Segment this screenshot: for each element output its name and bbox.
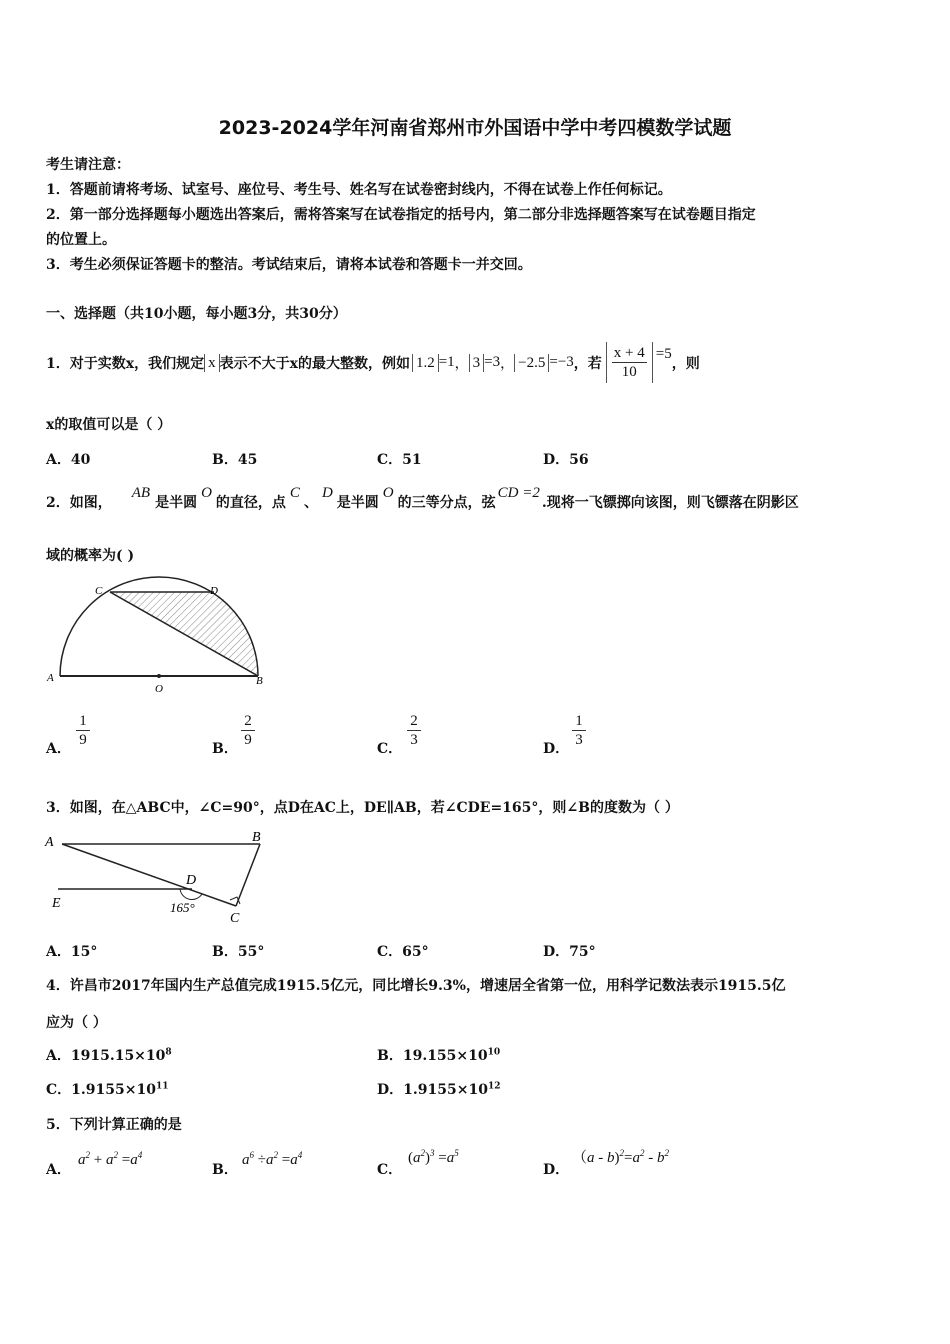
- q4-option-a-exponent: 8: [165, 1047, 172, 1058]
- notice-item-2-line-2: 的位置上。: [46, 232, 116, 248]
- q1-text-1: 1．对于实数x，我们规定: [46, 355, 205, 372]
- q5-option-d-label: D．: [543, 1162, 570, 1178]
- q2-fig-label-o: O: [155, 683, 163, 695]
- question-4-line-1: 4．许昌市2017年国内生产总值完成1915.5亿元，同比增长9.3%，增速居全省第一位，用科学记数法表示1915.5亿: [46, 978, 786, 994]
- q3-fig-label-c: C: [230, 911, 240, 926]
- q2-fig-label-b: B: [256, 675, 263, 687]
- q1-example-1-bracket: 1.2: [412, 354, 439, 372]
- q2-option-a-fraction: [76, 712, 90, 749]
- q1-text-4: ，则: [671, 355, 700, 372]
- q2-option-b-fraction: [241, 712, 255, 749]
- q2-option-c-numerator: 2: [410, 713, 418, 729]
- q2-text-3: 的直径，点: [215, 495, 286, 511]
- q4-option-d-base: D．1.9155×10: [377, 1082, 488, 1098]
- q2-text-5: 是半圆: [336, 495, 379, 511]
- q1-text-2: 表示不大于x的最大整数，例如: [219, 355, 410, 372]
- q2-text-2: 是半圆: [155, 495, 198, 511]
- q1-option-b: B．45: [212, 452, 258, 468]
- q3-fig-label-e: E: [52, 896, 61, 911]
- q5-option-b-expression: $a^6 \div a^2 =a^4$: [242, 1150, 303, 1168]
- q1-example-2-bracket: 3: [469, 354, 485, 372]
- q1-example-2-value: =3: [484, 354, 501, 370]
- notice-item-1: 1．答题前请将考场、试室号、座位号、考生号、姓名写在试卷密封线内，不得在试卷上作任何标记。: [46, 182, 672, 198]
- q3-fig-label-b: B: [252, 830, 261, 845]
- q2-option-c-label: C．: [377, 741, 403, 757]
- q2-text-7: .现将一飞镖掷向该图，则飞镖落在阴影区: [541, 495, 799, 511]
- q4-option-b-exponent: 10: [487, 1047, 501, 1058]
- q2-fig-label-a: A: [47, 672, 54, 684]
- q4-option-c-base: C．1.9155×10: [46, 1082, 156, 1098]
- q1-bracket-x: x: [204, 354, 220, 372]
- q2-text-6: 的三等分点，弦: [397, 495, 496, 511]
- q3-fig-label-d: D: [186, 873, 197, 888]
- q2-text-1: 2．如图，: [46, 495, 112, 511]
- q3-fig-angle-label: 165°: [170, 900, 195, 915]
- q2-option-d-numerator: 1: [575, 713, 583, 729]
- q2-ab: AB: [131, 485, 151, 501]
- q2-option-a-label: A．: [46, 741, 71, 757]
- q3-triangle-figure: [40, 822, 280, 926]
- q3-option-b: B．55°: [212, 944, 265, 960]
- q5-option-a-label: A．: [46, 1162, 71, 1178]
- notice-item-2-line-1: 2．第一部分选择题每小题选出答案后，需将答案写在试卷指定的括号内，第二部分非选择题答案写在试卷题目指定: [46, 207, 756, 223]
- q4-option-a: [46, 1045, 172, 1065]
- q3-side-bc: [236, 844, 260, 906]
- q2-chord-cd: CD =2: [497, 485, 540, 501]
- question-2-stem: [46, 480, 799, 512]
- q2-center-point: [157, 674, 161, 678]
- q2-fig-label-c: C: [95, 585, 103, 597]
- q4-option-b-base: B．19.155×10: [377, 1048, 488, 1064]
- q1-example-3-value: =−3: [549, 354, 574, 370]
- q4-option-a-base: A．1915.15×10: [46, 1048, 166, 1064]
- q1-option-c: C．51: [377, 452, 422, 468]
- q1-fraction-numerator: x + 4: [613, 345, 645, 361]
- q2-o-1: O: [201, 485, 212, 501]
- q2-fig-label-d: D: [210, 585, 218, 597]
- q3-side-ac: [62, 844, 236, 906]
- q1-floor-fraction: [606, 342, 653, 383]
- question-3-stem: 3．如图，在△ABC中，∠C=90°，点D在AC上，DE∥AB，若∠CDE=165°，则∠B的度数为（ ）: [46, 800, 679, 816]
- section-heading: 一、选择题（共10小题，每小题3分，共30分）: [46, 306, 347, 322]
- q2-point-c: C: [289, 485, 300, 501]
- q4-option-d-exponent: 12: [487, 1081, 501, 1092]
- q2-option-b-denominator: 9: [244, 732, 252, 748]
- q2-option-d-denominator: 3: [575, 732, 583, 748]
- q1-example-1-value: =1: [438, 354, 455, 370]
- q2-option-d-fraction: [572, 712, 586, 749]
- question-1-line-2: x的取值可以是（ ）: [46, 417, 172, 433]
- notice-heading: 考生请注意：: [46, 157, 130, 173]
- q2-option-b-label: B．: [212, 741, 238, 757]
- q4-option-d: [377, 1079, 500, 1099]
- q2-option-d-label: D．: [543, 741, 570, 757]
- q2-option-a-denominator: 9: [79, 732, 87, 748]
- q1-fraction-denominator: 10: [621, 364, 637, 380]
- q1-option-a: A．40: [46, 452, 91, 468]
- q5-option-d-expression: $(a - b)^2=a^2 - b^2$: [572, 1148, 669, 1166]
- q5-option-c-label: C．: [377, 1162, 403, 1178]
- q4-option-c-exponent: 11: [155, 1081, 169, 1092]
- q5-option-c-expression: $(a^2)^3 =a^5$: [408, 1148, 459, 1166]
- q2-point-d: D: [321, 485, 333, 501]
- q1-text-3: ，若: [573, 355, 602, 372]
- q2-semicircle-figure: [44, 574, 274, 698]
- question-4-line-2: 应为（ ）: [46, 1015, 107, 1031]
- q2-option-c-denominator: 3: [410, 732, 418, 748]
- q4-option-b: [377, 1045, 500, 1065]
- q2-o-2: O: [382, 485, 394, 501]
- q3-option-d: D．75°: [543, 944, 596, 960]
- q2-option-c-fraction: [407, 712, 421, 749]
- q3-fig-label-a: A: [45, 835, 54, 850]
- q2-text-4: 、: [303, 495, 318, 511]
- question-5-stem: 5．下列计算正确的是: [46, 1117, 182, 1133]
- q1-equals-5: =5: [655, 346, 672, 362]
- notice-item-3: 3．考生必须保证答题卡的整洁。考试结束后，请将本试卷和答题卡一并交回。: [46, 257, 532, 273]
- q4-option-c: [46, 1079, 168, 1099]
- q2-option-b-numerator: 2: [244, 713, 252, 729]
- q3-option-a: A．15°: [46, 944, 98, 960]
- q1-option-d: D．56: [543, 452, 589, 468]
- q5-option-b-label: B．: [212, 1162, 238, 1178]
- page-title: 2023-2024学年河南省郑州市外国语中学中考四模数学试题: [218, 117, 732, 139]
- q1-example-3-bracket: −2.5: [514, 354, 549, 372]
- q5-option-a-expression: $a^2 + a^2 =a^4$: [78, 1150, 143, 1168]
- question-1-stem: 1．对于实数x，我们规定 x 表示不大于x的最大整数，例如 1.2 =1 ， 3 =3 ， −2.5 =−3 ，若 $\frac{x + 4}{10}$ =5 ，则: [46, 342, 700, 383]
- q3-option-c: C．65°: [377, 944, 429, 960]
- question-2-line-2: 域的概率为( ): [46, 548, 135, 564]
- q2-option-a-numerator: 1: [79, 713, 87, 729]
